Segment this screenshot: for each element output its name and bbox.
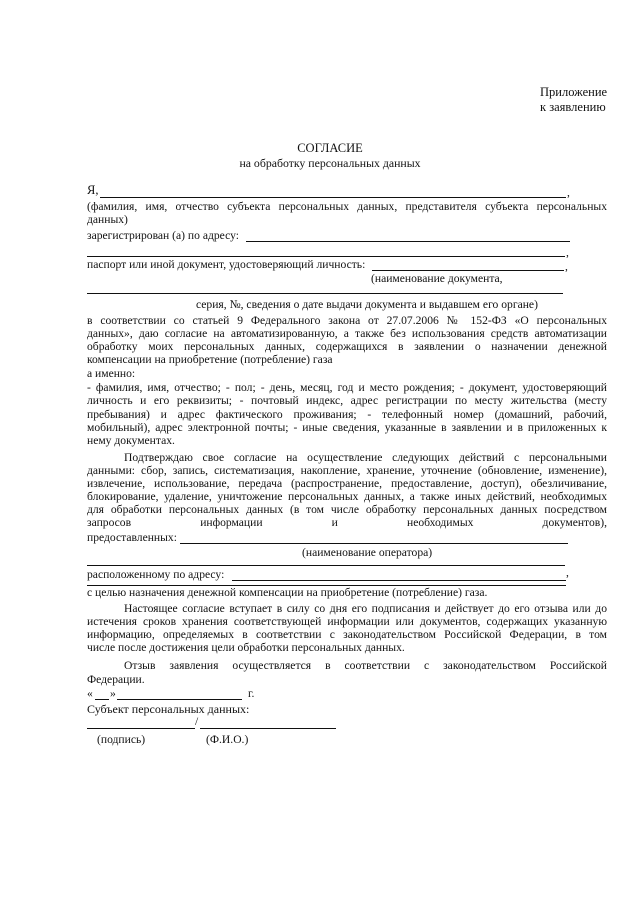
body-p4-line-3: информацию, определяемых в соответствии с законодательством Российской Федерации, в том bbox=[87, 628, 607, 641]
subject-hint-line-1: (фамилия, имя, отчество субъекта персональных данных, представителя субъекта персональных bbox=[87, 200, 607, 213]
body-p4-line-2: истечения сроков хранения соответствующей информации или документов, содержащих указанную bbox=[87, 615, 607, 628]
signature-line bbox=[87, 728, 195, 729]
passport-details-line bbox=[87, 293, 563, 294]
date-open-quote: « bbox=[87, 687, 93, 700]
date-month-line bbox=[117, 699, 242, 700]
body-p2-line-2: личность и его реквизиты; - почтовый индекс, адрес регистрации по месту жительства (месту bbox=[87, 394, 607, 407]
subject-hint-line-2: данных) bbox=[87, 213, 128, 226]
body-p3-line-5: для обработки персональных данных (в том числе обработку персональных данных посредством bbox=[87, 503, 607, 516]
date-day-line bbox=[95, 699, 109, 700]
date-year-suffix: г. bbox=[248, 687, 255, 700]
passport-line bbox=[372, 270, 564, 271]
passport-label: паспорт или иной документ, удостоверяющий личность: bbox=[87, 258, 366, 271]
body-p3-line-2: данными: сбор, запись, систематизация, накопление, хранение, уточнение (обновление, изменение), bbox=[87, 464, 607, 477]
body-p2-line-5: нему документах. bbox=[87, 434, 175, 447]
located-comma: , bbox=[566, 566, 569, 579]
fio-line bbox=[200, 728, 336, 729]
body-namely: а именно: bbox=[87, 367, 136, 380]
fio-hint: (Ф.И.О.) bbox=[206, 733, 249, 746]
subject-prefix: Я, bbox=[87, 183, 99, 197]
subject-name-line bbox=[100, 197, 566, 198]
body-p1-line-1: в соответствии со статьей 9 Федерального закона от 27.07.2006 № 152-ФЗ «О персональных bbox=[87, 314, 607, 327]
date-close-quote: » bbox=[110, 687, 116, 700]
body-p1-line-4: компенсации на приобретение (потребление) газа bbox=[87, 353, 333, 366]
signature-hint: (подпись) bbox=[97, 733, 146, 746]
operator-hint: (наименование оператора) bbox=[302, 546, 433, 559]
signature-slash: / bbox=[195, 715, 199, 728]
operator-line-2 bbox=[87, 565, 565, 566]
body-p2-line-4: мобильный), адрес электронной почты; - иные сведения, указанные в заявлении и в приложенных к bbox=[87, 421, 607, 434]
body-p3-line-6: запросов информации и необходимых документов), bbox=[87, 516, 607, 529]
registered-address-line bbox=[246, 241, 570, 242]
body-p2-line-3: пребывания) и адрес фактического проживания; - телефонный номер (домашний, рабочий, bbox=[87, 408, 607, 421]
registered-label: зарегистрирован (а) по адресу: bbox=[87, 229, 239, 242]
body-p3-line-1: Подтверждаю свое согласие на осуществление следующих действий с персональными bbox=[124, 451, 607, 464]
series-hint: серия, №, сведения о дате выдачи документа и выдавшем его органе) bbox=[196, 298, 538, 311]
body-p3-line-4: блокирование, удаление, уничтожение персональных данных, а также иных действий, необходимых bbox=[87, 490, 607, 503]
appendix-line-2: к заявлению bbox=[540, 100, 606, 114]
body-p4-line-1: Настоящее согласие вступает в силу со дня его подписания и действует до его отзыва или до bbox=[124, 602, 607, 615]
provided-label: предоставленных: bbox=[87, 531, 177, 544]
passport-comma: , bbox=[565, 260, 568, 273]
registered-comma: , bbox=[566, 246, 569, 259]
appendix-header bbox=[540, 85, 630, 115]
document-title: СОГЛАСИЕ bbox=[297, 141, 363, 155]
subject-signature-label: Субъект персональных данных: bbox=[87, 702, 250, 716]
document-name-hint: (наименование документа, bbox=[371, 272, 503, 285]
located-address-line bbox=[232, 580, 566, 581]
document-subtitle: на обработку персональных данных bbox=[239, 156, 421, 170]
operator-line bbox=[180, 543, 568, 544]
body-p4-line-4: числе после достижения цели обработки персональных данных. bbox=[87, 641, 405, 654]
body-p3-line-3: извлечение, использование, передача (распространение, предоставление, доступ), обезличивание, bbox=[87, 477, 607, 490]
body-p5-line-2: Федерации. bbox=[87, 673, 145, 686]
located-label: расположенному по адресу: bbox=[87, 568, 225, 581]
body-p2-line-1: - фамилия, имя, отчество; - пол; - день, месяц, год и место рождения; - документ, удостоверяющий bbox=[87, 381, 607, 394]
registered-address-line-2 bbox=[87, 256, 565, 257]
body-p1-line-3: обработку моих персональных данных, содержащихся в заявлении о назначении денежной bbox=[87, 340, 607, 353]
subject-comma: , bbox=[567, 186, 570, 199]
appendix-line-1: Приложение bbox=[540, 85, 608, 99]
body-p1-line-2: данных», даю согласие на автоматизированную, а также без использования средств автоматизации bbox=[87, 327, 607, 340]
body-p5-line-1: Отзыв заявления осуществляется в соответствии с законодательством Российской bbox=[124, 659, 607, 672]
purpose-text: с целью назначения денежной компенсации на приобретение (потребление) газа. bbox=[87, 586, 488, 599]
